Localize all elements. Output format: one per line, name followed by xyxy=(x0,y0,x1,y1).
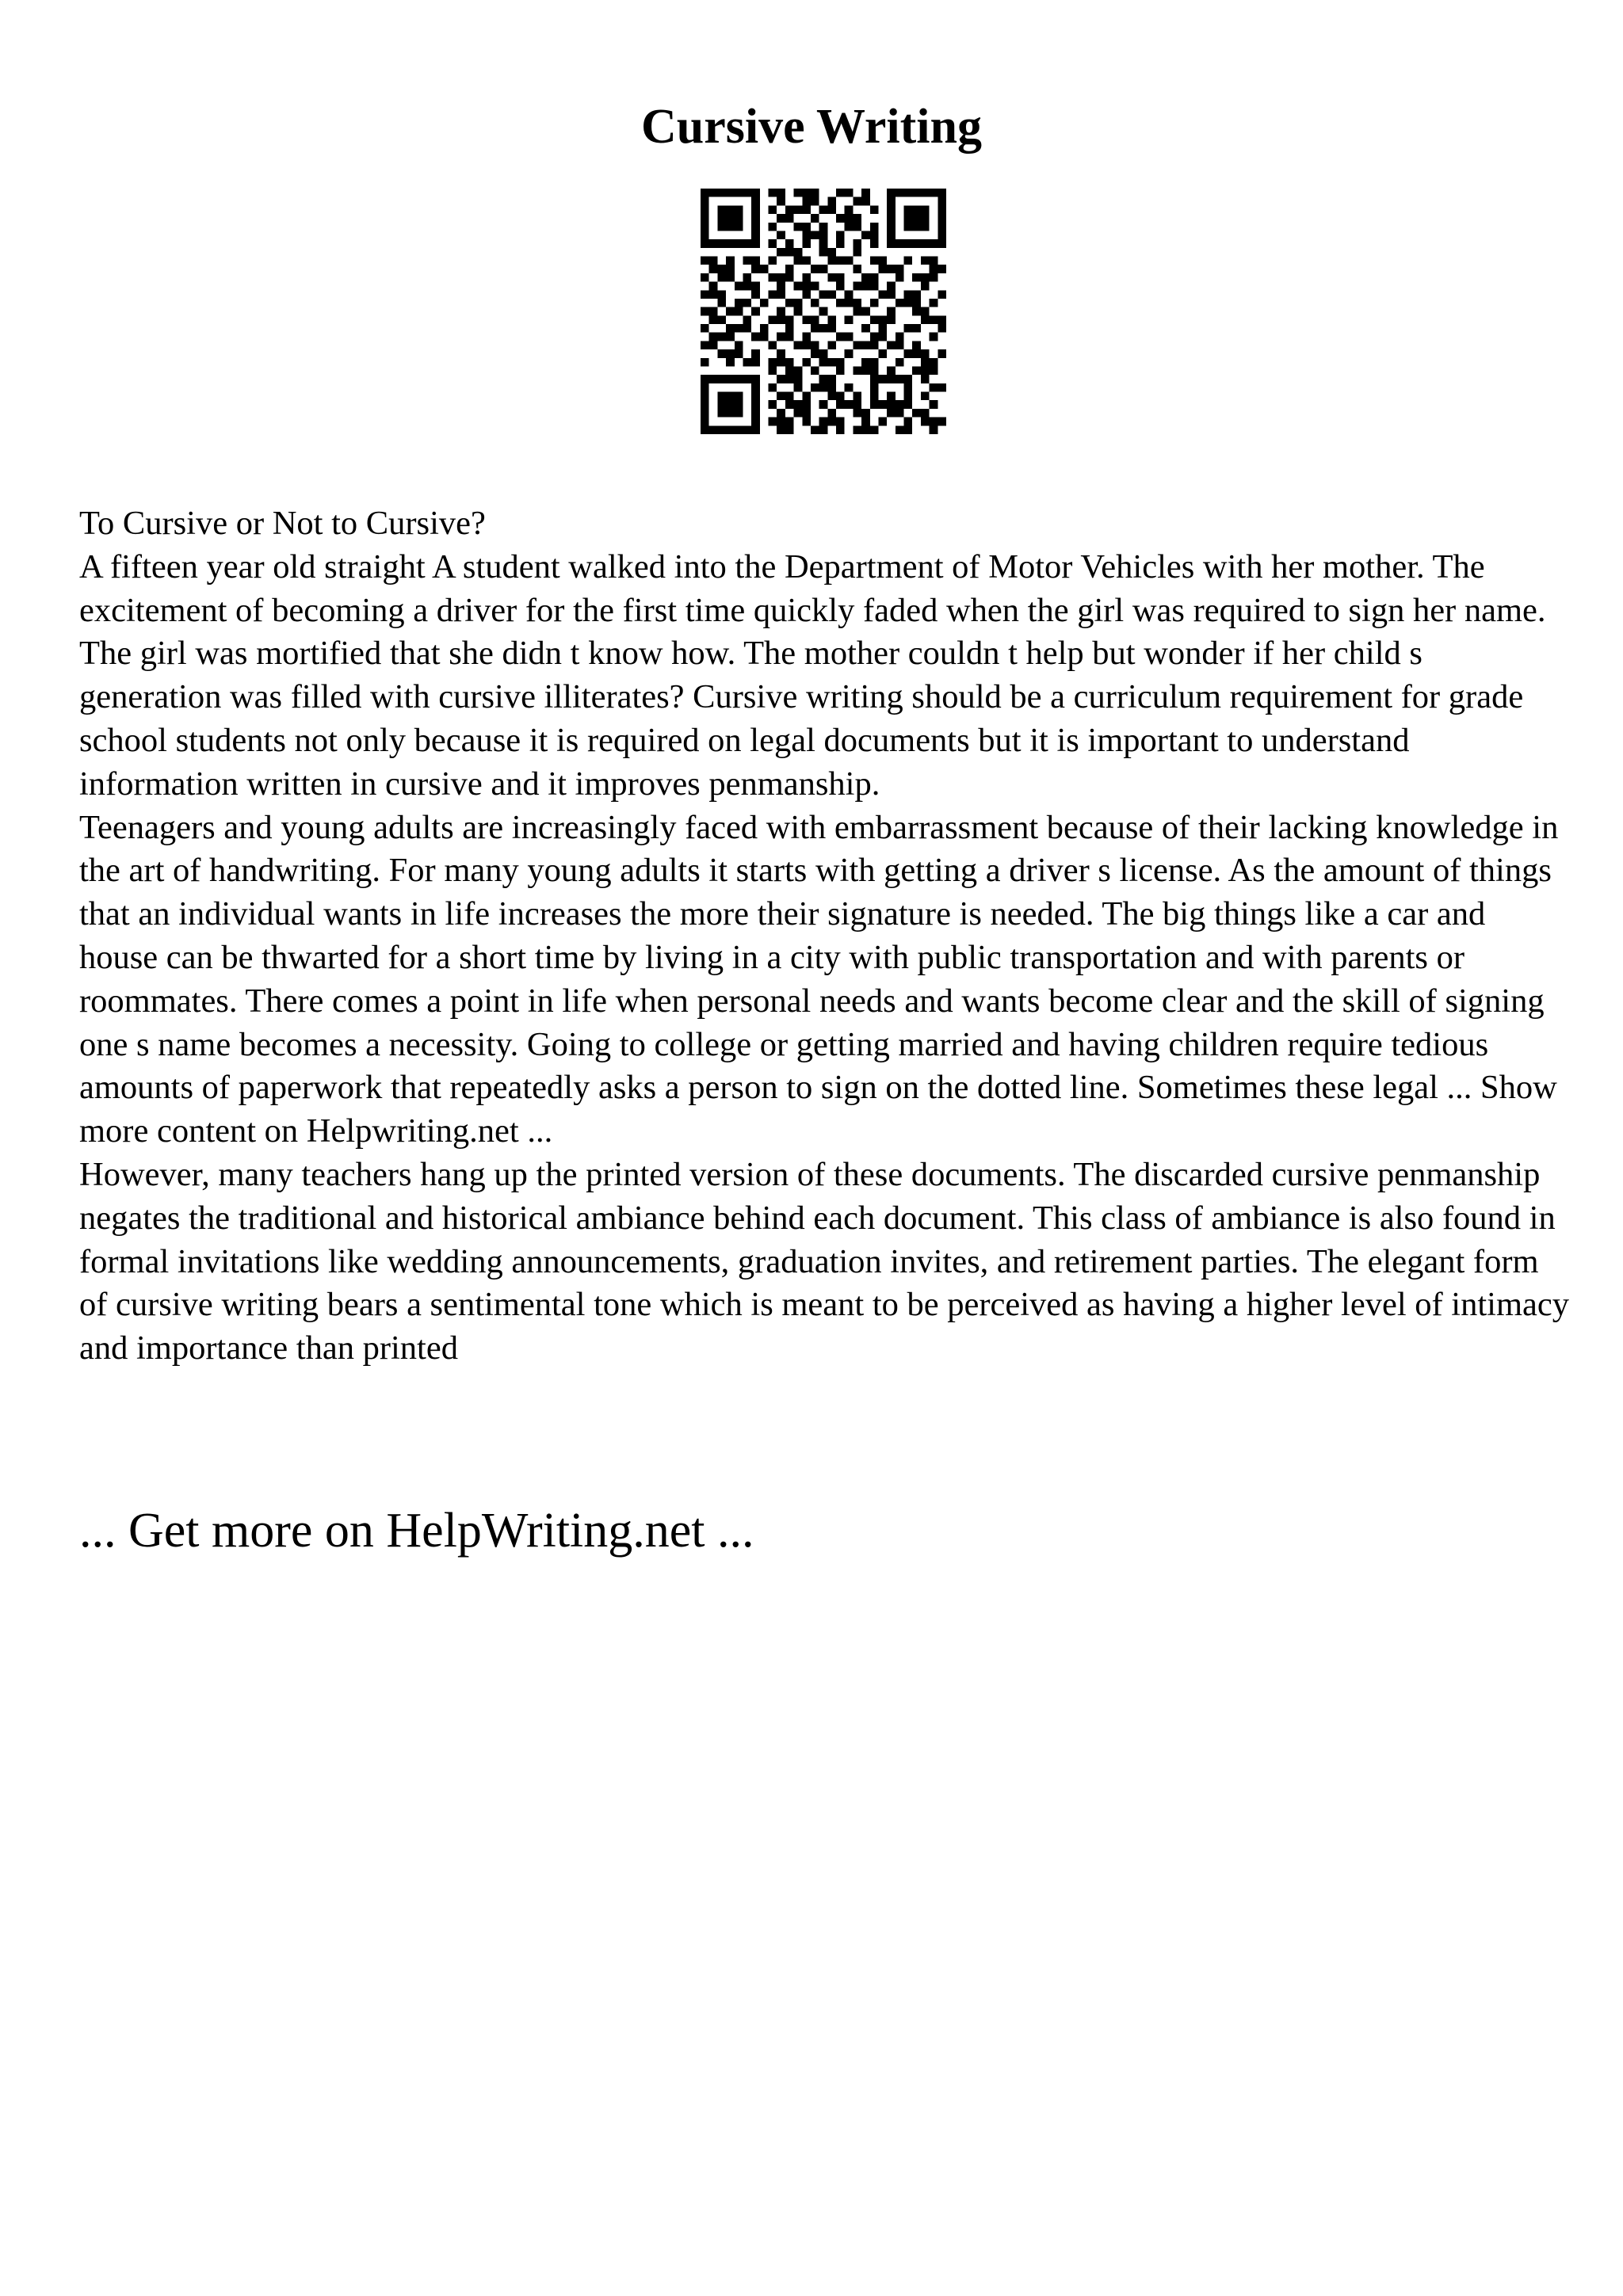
get-more-link[interactable]: ... Get more on HelpWriting.net ... xyxy=(79,1504,754,1558)
paragraph: Teenagers and young adults are increasingly faced with embarrassment because of their lacking knowledge in the art of handwriting. For many young adults it starts with getting a driver s license. As the amount of things that an individual wants in life increases the more their signature is needed. The big things like a car and house can be thwarted for a short time by living in a city with public transportation and with parents or roommates. There comes a point in life when personal needs and wants become clear and the skill of signing one s name becomes a necessity. Going to college or getting married and having children require tedious amounts of paperwork that repeatedly asks a person to sign on the dotted line. Sometimes these legal ... Show more content on Helpwriting.net ... xyxy=(79,808,1559,1150)
paragraph: However, many teachers hang up the printed version of these documents. The discarded cursive penmanship negates the traditional and historical ambiance behind each document. This class of ambiance is also found in formal invitations like wedding announcements, graduation invites, and retirement parties. The elegant form of cursive writing bears a sentimental tone which is meant to be perceived as having a higher level of intimacy and importance than printed xyxy=(79,1155,1570,1367)
page-title: Cursive Writing xyxy=(640,100,982,154)
qr-code-icon xyxy=(701,189,946,434)
article-heading: To Cursive or Not to Cursive? xyxy=(79,505,486,542)
article-body xyxy=(79,502,1569,1371)
paragraph: A fifteen year old straight A student walked into the Department of Motor Vehicles with her mother. The excitement of becoming a driver for the first time quickly faded when the girl was required to sign her name. The girl was mortified that she didn t know how. The mother couldn t help but wonder if her child s generation was filled with cursive illiterates? Cursive writing should be a curriculum requirement for grade school students not only because it is required on legal documents but it is important to understand information written in cursive and it improves penmanship. xyxy=(79,547,1546,803)
